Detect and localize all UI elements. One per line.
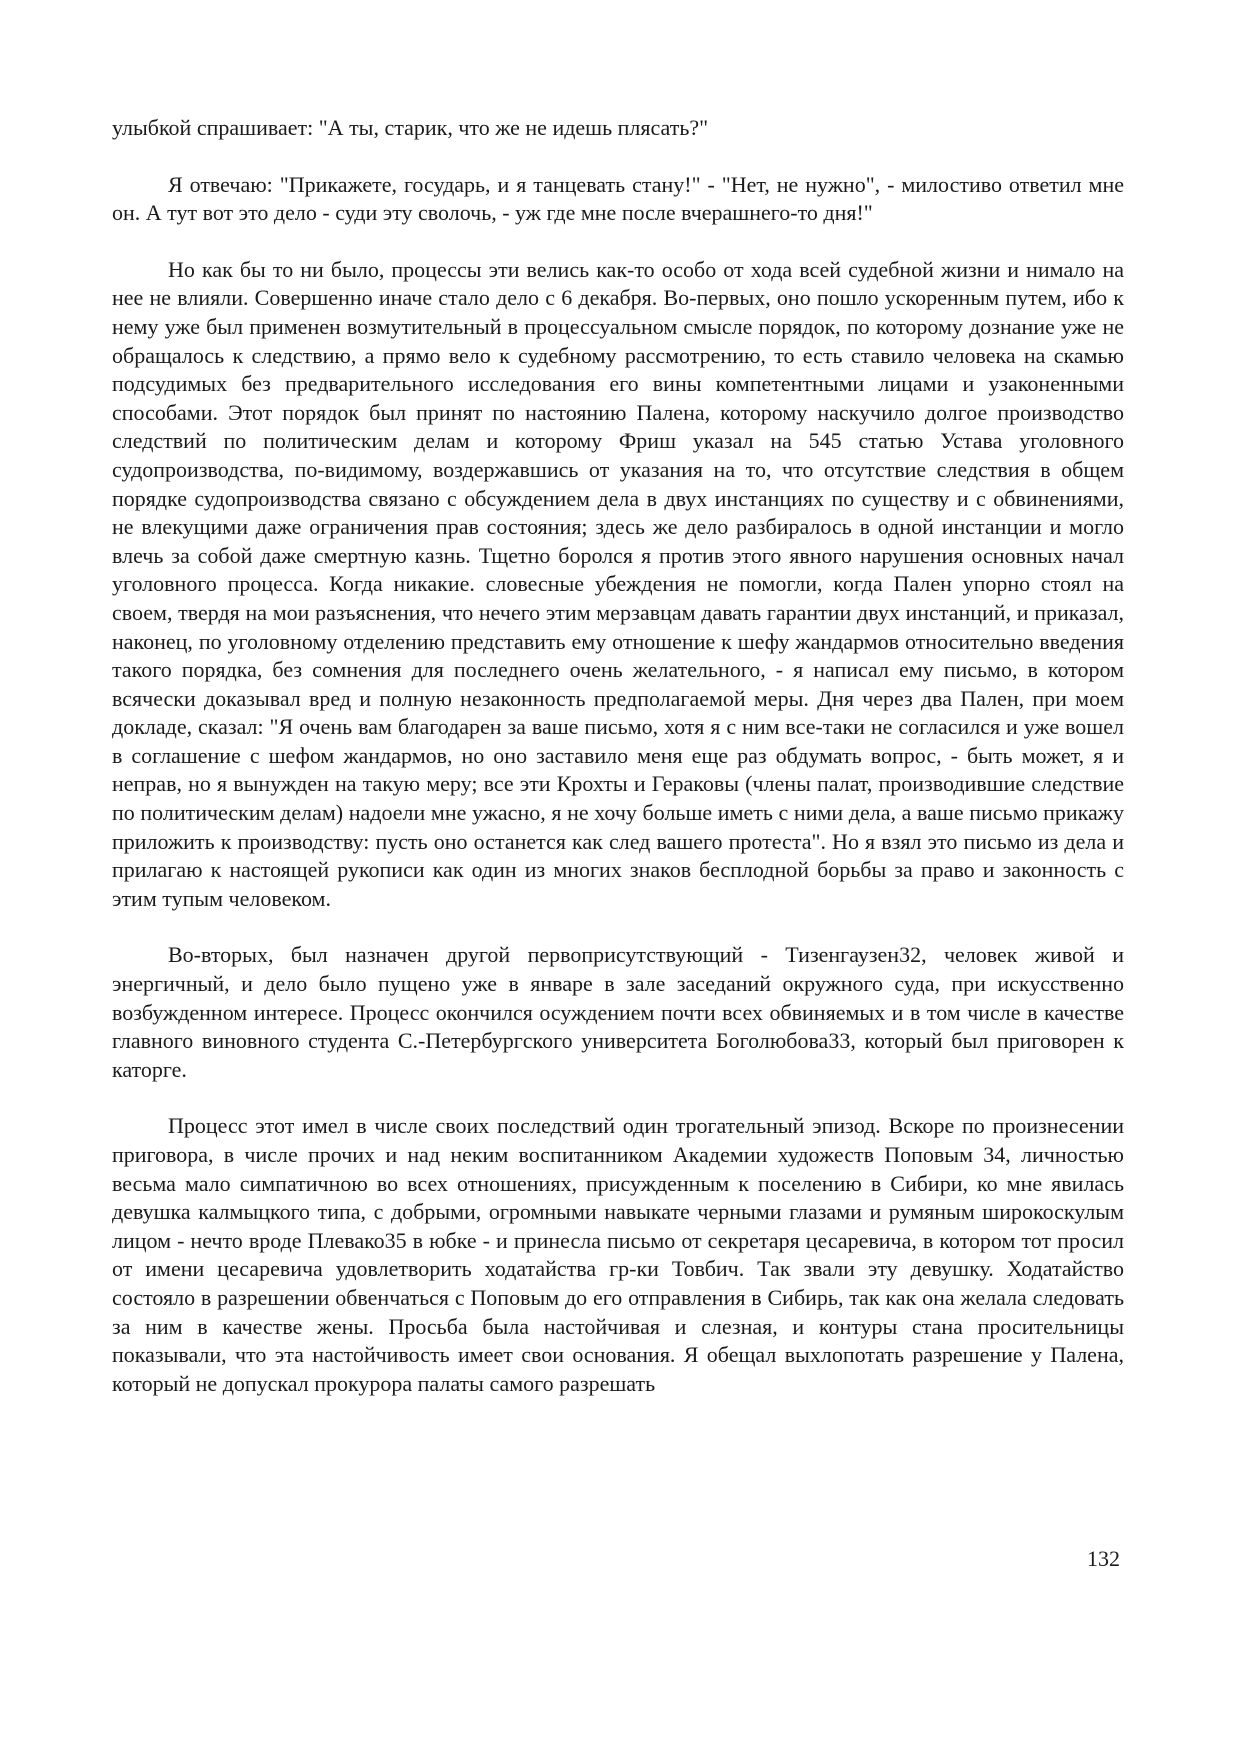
paragraph-2: Я отвечаю: "Прикажете, государь, и я танцевать стану!" - "Нет, не нужно", - милостиво ответил мне он. А тут вот это дело - суди эту сволочь, - уж где мне после вчерашнего-то дня!" — [112, 171, 1124, 226]
page-number: 132 — [1087, 1546, 1120, 1571]
body-text — [112, 114, 1124, 1398]
paragraph-1: улыбкой спрашивает: "А ты, старик, что же не идешь плясать?" — [112, 115, 709, 140]
paragraph-5: Процесс этот имел в числе своих последствий один трогательный эпизод. Вскоре по произнесении приговора, в числе прочих и над неким воспитанником Академии художеств Поповым 34, личностью весьма мало симпатичною во всех отношениях, присужденным к поселению в Сибири, ко мне явилась девушка калмыцкого типа, с добрыми, огромными навыкате черными глазами и румяным широкоскулым лицом - нечто вроде Плевако35 в юбке - и принесла письмо от секретаря цесаревича, в котором тот просил от имени цесаревича удовлетворить ходатайства гр-ки Товбич. Так звали эту девушку. Ходатайство состояло в разрешении обвенчаться с Поповым до его отправления в Сибирь, так как она желала следовать за ним в качестве жены. Просьба была настойчивая и слезная, и контуры стана просительницы показывали, что эта настойчивость имеет свои основания. Я обещал выхлопотать разрешение у Палена, который не допускал прокурора палаты самого разрешать — [112, 1113, 1124, 1396]
paragraph-4: Во-вторых, был назначен другой первоприсутствующий - Тизенгаузен32, человек живой и энергичный, и дело было пущено уже в январе в зале заседаний окружного суда, при искусственно возбужденном интересе. Процесс окончился осуждением почти всех обвиняемых и в том числе в качестве главного виновного студента С.-Петербургского университета Боголюбова33, который был приговорен к каторге. — [112, 942, 1124, 1082]
paragraph-3: Но как бы то ни было, процессы эти велись как-то особо от хода всей судебной жизни и нимало на нее не влияли. Совершенно иначе стало дело с 6 декабря. Во-первых, оно пошло ускоренным путем, ибо к нему уже был применен возмутительный в процессуальном смысле порядок, по которому дознание уже не обращалось к следствию, а прямо вело к судебному рассмотрению, то есть ставило человека на скамью подсудимых без предварительного исследования его вины компетентными лицами и узаконенными способами. Этот порядок был принят по настоянию Палена, которому наскучило долгое производство следствий по политическим делам и которому Фриш указал на 545 статью Устава уголовного судопроизводства, по-видимому, воздержавшись от указания на то, что отсутствие следствия в общем порядке судопроизводства связано с обсуждением дела в двух инстанциях по существу и с обвинениями, не влекущими даже ограничения прав состояния; здесь же дело разбиралось в одной инстанции и могло влечь за собой даже смертную казнь. Тщетно боролся я против этого явного нарушения основных начал уголовного процесса. Когда никакие. словесные убеждения не помогли, когда Пален упорно стоял на своем, твердя на мои разъяснения, что нечего этим мерзавцам давать гарантии двух инстанций, и приказал, наконец, по уголовному отделению представить ему отношение к шефу жандармов относительно введения такого порядка, без сомнения для последнего очень желательного, - я написал ему письмо, в котором всячески доказывал вред и полную незаконность предполагаемой меры. Дня через два Пален, при моем докладе, сказал: "Я очень вам благодарен за ваше письмо, хотя я с ним все-таки не согласился и уже вошел в соглашение с шефом жандармов, но оно заставило меня еще раз обдумать вопрос, - быть может, я и неправ, но я вынужден на такую меру; все эти Крохты и Гераковы (члены палат, производившие следствие по политическим делам) надоели мне ужасно, я не хочу больше иметь с ними дела, а ваше письмо прикажу приложить к производству: пусть оно останется как след вашего протеста". Но я взял это письмо из дела и прилагаю к настоящей рукописи как один из многих знаков бесплодной борьбы за право и законность с этим тупым человеком. — [112, 256, 1124, 911]
